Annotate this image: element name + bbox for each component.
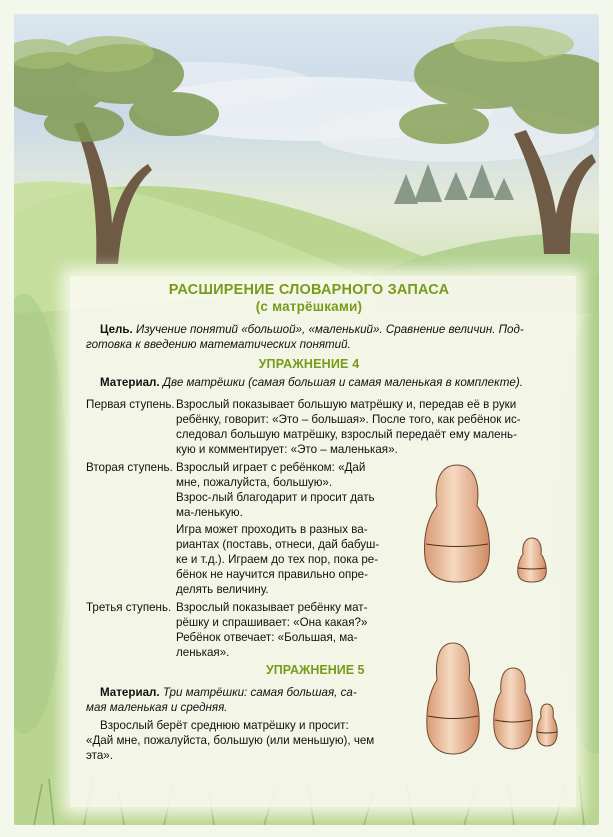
page-title: РАСШИРЕНИЕ СЛОВАРНОГО ЗАПАСА xyxy=(168,282,450,298)
step2-line-8: бёнок не научится правильно опре- xyxy=(176,568,368,581)
large-doll-icon xyxy=(427,643,479,754)
page-subtitle: (с матрёшками) xyxy=(255,299,363,314)
exercise5-material-label: Материал. xyxy=(100,686,160,699)
matryoshka-pair-illustration xyxy=(420,462,550,587)
step3-line-1: Взрослый показывает ребёнку мат- xyxy=(176,601,368,614)
goal-line-1 xyxy=(100,322,560,337)
exercise5-text-1: Взрослый берёт среднюю матрёшку и просит: xyxy=(100,719,349,732)
step2-label: Вторая ступень. xyxy=(86,461,173,474)
step1-line-3: следовал большую матрёшку, взрослый передаёт ему малень- xyxy=(176,428,517,441)
step1-line-4: кую и комментирует: «Это – маленькая». xyxy=(176,443,398,456)
step2-line-9: делять величину. xyxy=(176,583,269,596)
step2-line-3: Взрос-лый благодарит и просит дать xyxy=(176,491,375,504)
step1-label: Первая ступень. xyxy=(86,398,175,411)
step3-line-2: рёшку и спрашивает: «Она какая?» xyxy=(176,616,368,629)
step3-line-3: Ребёнок отвечает: «Большая, ма- xyxy=(176,631,358,644)
exercise4-material xyxy=(100,375,570,390)
small-doll-icon xyxy=(537,704,558,746)
exercise5-material-text-1: Три матрёшки: самая большая, са- xyxy=(162,686,357,699)
step2-line-5: Игра может проходить в разных ва- xyxy=(176,523,368,536)
step2-line-6: риантах (поставь, отнеси, дай бабуш- xyxy=(176,538,380,551)
step2-line-4: ма-ленькую. xyxy=(176,506,243,519)
step2-line-2: мне, пожалуйста, большую». xyxy=(176,476,333,489)
step3-line-4: ленькая». xyxy=(176,646,230,659)
matryoshka-trio-illustration xyxy=(425,640,560,760)
exercise4-heading: УПРАЖНЕНИЕ 4 xyxy=(258,357,360,371)
step1-line-2: ребёнку, говорит: «Это – большая». После того, как ребёнок ис- xyxy=(176,413,521,426)
goal-text-1: Изучение понятий «большой», «маленький». Сравнение величин. Под- xyxy=(136,323,524,336)
step2-line-7: ке и т.д.). Играем до тех пор, пока ре- xyxy=(176,553,379,566)
step3-label: Третья ступень. xyxy=(86,601,172,614)
exercise5-heading: УПРАЖНЕНИЕ 5 xyxy=(266,663,365,677)
goal-label: Цель. xyxy=(100,323,133,336)
exercise5-text-2: «Дай мне, пожалуйста, большую (или меньшую), чем xyxy=(86,734,375,747)
exercise5-material-line-1 xyxy=(100,685,357,700)
goal-text-2: готовка к введению математических понятий. xyxy=(86,338,351,351)
exercise4-material-text: Две матрёшки (самая большая и самая маленькая в комплекте). xyxy=(162,376,523,389)
step1-line-1: Взрослый показывает большую матрёшку и, передав её в руки xyxy=(176,398,517,411)
exercise5-material-text-2: мая маленькая и средняя. xyxy=(86,701,228,714)
large-doll-icon xyxy=(425,465,490,582)
exercise5-text-3: эта». xyxy=(86,749,113,762)
exercise4-material-label: Материал. xyxy=(100,376,160,389)
small-doll-icon xyxy=(518,538,547,582)
medium-doll-icon xyxy=(494,668,532,749)
step2-line-1: Взрослый играет с ребёнком: «Дай xyxy=(176,461,366,474)
